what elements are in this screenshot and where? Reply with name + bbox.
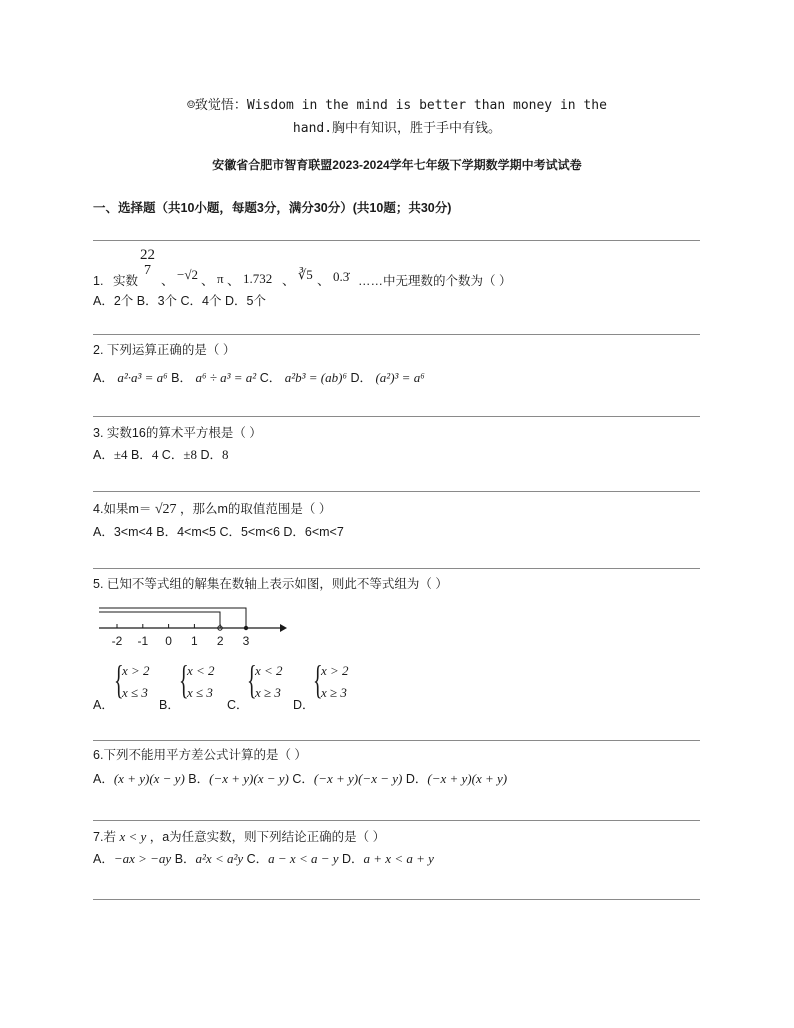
option-expr: a²b³ = (ab)⁶ [284, 370, 347, 385]
question-4 [93, 500, 344, 541]
question-stem: 实数16的算术平方根是（ ） [106, 426, 262, 440]
question-5 [93, 575, 448, 593]
question-stem: 已知不等式组的解集在数轴上表示如图，则此不等式组为（ ） [106, 577, 448, 591]
radical-expr: √27 [154, 502, 177, 517]
question-number: 7. [93, 830, 104, 844]
inequality: x > 2 [122, 663, 150, 678]
option-expr: a + x < a + y [363, 851, 434, 866]
question-7 [93, 828, 434, 868]
exam-title: 安徽省合肥市智育联盟2023-2024学年七年级下学期数学期中考试试卷 [212, 158, 582, 172]
question-2 [93, 341, 425, 387]
question-stem: ……中无理数的个数为（ ） [358, 274, 512, 288]
question-number: 2. [93, 343, 104, 357]
inequality: x > 2 [321, 663, 349, 678]
axis-arrow [280, 624, 287, 632]
brace-icon: { [179, 657, 189, 702]
question-5-options [93, 657, 393, 716]
option-expr: (−x + y)(x + y) [427, 771, 508, 786]
inequality: x ≤ 3 [122, 685, 148, 700]
inequality: x ≥ 3 [255, 685, 281, 700]
option-expr: 4 [151, 447, 159, 462]
question-number: 1. [93, 274, 104, 288]
question-stem: 若 [103, 830, 116, 844]
question-stem: 如果m＝ [103, 502, 152, 516]
option-label: C． [227, 698, 249, 712]
divider [93, 240, 700, 241]
expression: 0.3̇ [333, 269, 350, 284]
fraction-numerator: 22 [140, 247, 155, 263]
inequality-system [114, 657, 150, 704]
motto-line-1: ☺致觉悟：Wisdom in the mind is better than money in the [187, 98, 607, 113]
fraction-denominator: 7 [144, 263, 151, 278]
motto-line-2: hand.胸中有知识，胜于手中有钱。 [292, 121, 502, 136]
divider [93, 820, 700, 821]
divider [93, 740, 700, 741]
option-expr: ±8 [183, 447, 197, 462]
divider [93, 491, 700, 492]
axis-tick-label: 1 [191, 634, 198, 648]
option-label: D． [200, 448, 222, 462]
option-expr: ±4 [113, 447, 128, 462]
inequality: x ≥ 3 [321, 685, 347, 700]
brace-icon: { [313, 657, 323, 702]
option-expr: (a²)³ = a⁶ [375, 370, 425, 385]
inequality-system [247, 657, 283, 704]
option-label: A． [93, 448, 114, 462]
option-expr: (−x + y)(−x − y) [313, 771, 403, 786]
question-3 [93, 424, 262, 464]
option-expr: a²·a³ = a⁶ [117, 370, 168, 385]
upper-bound-marker [99, 608, 246, 626]
divider [93, 899, 700, 900]
option-label: C． [161, 448, 184, 462]
brace-icon: { [114, 657, 124, 702]
expression: 1.732 [243, 271, 273, 286]
motto [130, 94, 664, 140]
question-number: 3. [93, 426, 104, 440]
option-label: D． [350, 371, 372, 385]
option-label: D． [405, 772, 428, 786]
separator: 、 [201, 273, 215, 288]
inequality-system [313, 657, 349, 704]
question-number: 6. [93, 748, 104, 762]
inequality: x < 2 [255, 663, 283, 678]
option-label: A． [93, 371, 114, 385]
option-label: B． [188, 772, 210, 786]
expression: ∛5 [298, 267, 313, 282]
option-label: A． [93, 698, 114, 712]
axis-tick-label: -1 [137, 634, 149, 648]
option-expr: (−x + y)(x − y) [209, 771, 289, 786]
section-heading: 一、选择题（共10小题，每题3分，满分30分）(共10题；共30分) [93, 201, 452, 215]
separator: 、 [227, 273, 241, 288]
option-label: B． [171, 371, 192, 385]
option-expr: 8 [221, 447, 229, 462]
divider [93, 568, 700, 569]
separator: 、 [317, 273, 331, 288]
question-stem: 下列运算正确的是（ ） [106, 343, 236, 357]
lower-bound-marker [99, 612, 220, 626]
option-expr: a⁶ ÷ a³ = a² [195, 370, 257, 385]
condition-expr: x < y [119, 829, 147, 844]
question-stem: ，那么m的取值范围是（ ） [180, 502, 332, 516]
options: A．3<m<4 B．4<m<5 C．5<m<6 D．6<m<7 [93, 525, 344, 539]
inequality: x < 2 [187, 663, 215, 678]
option-label: C． [292, 772, 314, 786]
separator: 、 [282, 273, 296, 288]
brace-icon: { [247, 657, 257, 702]
option-label: C． [259, 371, 282, 385]
fraction [140, 248, 155, 278]
expression: π [217, 271, 224, 286]
question-stem: 实数 [113, 274, 139, 288]
option-label: A． [93, 772, 114, 786]
number-line [95, 604, 295, 650]
option-expr: −ax > −ay [113, 851, 172, 866]
option-label: B． [159, 698, 180, 712]
axis-tick-label: 3 [242, 634, 250, 648]
axis-tick-label: 0 [165, 634, 172, 648]
option-expr: a − x < a − y [268, 851, 339, 866]
option-label: A． [93, 852, 114, 866]
options: A．2个 B．3个 C．4个 D．5个 [93, 294, 266, 308]
option-label: C． [246, 852, 269, 866]
divider [93, 416, 700, 417]
option-expr: a²x < a²y [195, 851, 244, 866]
option-label: B． [130, 448, 152, 462]
question-stem: 下列不能用平方差公式计算的是（ ） [103, 748, 307, 762]
separator: 、 [161, 273, 175, 288]
expression: −√2 [177, 267, 198, 282]
inequality-system [179, 657, 215, 704]
option-label: B． [174, 852, 196, 866]
divider [93, 334, 700, 335]
question-number: 5. [93, 577, 104, 591]
option-expr: (x + y)(x − y) [113, 771, 185, 786]
question-stem: ，a为任意实数，则下列结论正确的是（ ） [149, 830, 386, 844]
question-number: 4. [93, 502, 104, 516]
option-label: D． [342, 852, 364, 866]
inequality: x ≤ 3 [187, 685, 213, 700]
question-6 [93, 746, 507, 788]
axis-tick-label: -2 [111, 634, 123, 648]
option-label: D． [293, 698, 315, 712]
question-1 [93, 247, 512, 310]
axis-tick-label: 2 [216, 634, 224, 648]
